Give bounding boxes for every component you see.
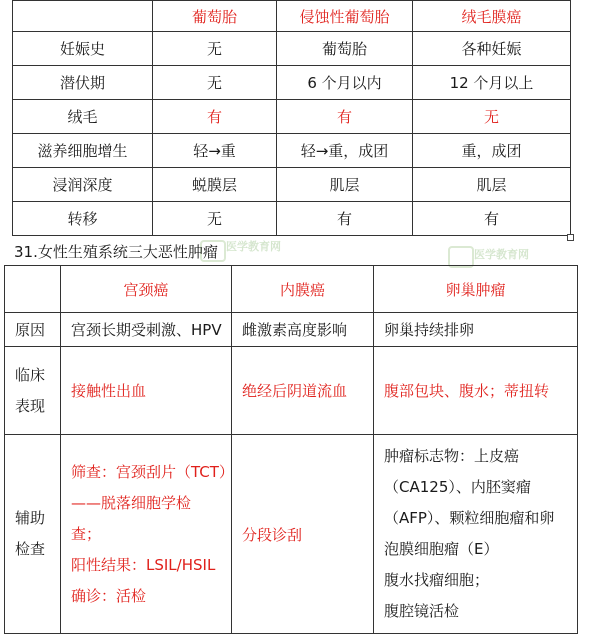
cell-line: 腹水找瘤细胞； <box>384 571 490 589</box>
table-row <box>13 202 571 236</box>
table-cell: 肌层 <box>277 168 413 202</box>
table-row <box>13 66 571 100</box>
cell-line: 查； <box>71 524 102 543</box>
table-cell: 有 <box>413 202 571 236</box>
table-cell: 蜕膜层 <box>153 168 277 202</box>
table-cell: 无 <box>153 66 277 100</box>
row-label: 潜伏期 <box>13 66 153 100</box>
row-label-line: 临床 <box>15 365 46 384</box>
row-label <box>5 347 61 435</box>
malignant-tumors-table <box>4 265 578 634</box>
cell-line: 筛查：宫颈刮片（TCT） <box>71 462 234 481</box>
trophoblastic-comparison-table <box>12 0 571 236</box>
watermark-text: 医学教育网 <box>474 248 529 261</box>
cell-line: 确诊：活检 <box>71 586 147 605</box>
cell-line: ——脱落细胞学检 <box>71 493 192 512</box>
row-label <box>5 435 61 634</box>
cell-line: 肿瘤标志物：上皮癌 <box>384 447 520 465</box>
table-row <box>13 168 571 202</box>
table-row <box>13 134 571 168</box>
table-cell: 无 <box>413 100 571 134</box>
table-row <box>13 100 571 134</box>
table-cell: 轻→重 <box>153 134 277 168</box>
table-cell: 各种妊娠 <box>413 32 571 66</box>
table2-header-cell: 宫颈癌 <box>61 266 232 313</box>
table1-header-cell: 绒毛膜癌 <box>413 1 571 32</box>
row-label-line: 辅助 <box>15 509 46 527</box>
cell-line: （CA125）、内胚窦瘤 <box>384 478 531 496</box>
table-cell: 肌层 <box>413 168 571 202</box>
table-cell: 卵巢持续排卵 <box>374 313 578 347</box>
table-cell: 腹部包块、腹水；蒂扭转 <box>374 347 578 435</box>
table-cell: 雌激素高度影响 <box>232 313 374 347</box>
cell-line: 腹腔镜活检 <box>384 602 460 620</box>
row-label: 转移 <box>13 202 153 236</box>
table-cell <box>61 435 232 634</box>
table-cell: 无 <box>153 202 277 236</box>
cell-line: 阳性结果：LSIL/HSIL <box>71 555 216 574</box>
table-cell: 绝经后阴道流血 <box>232 347 374 435</box>
table-cell: 宫颈长期受刺激、HPV <box>61 313 232 347</box>
row-label: 绒毛 <box>13 100 153 134</box>
table1-header-cell: 葡萄胎 <box>153 1 277 32</box>
table-cell: 接触性出血 <box>61 347 232 435</box>
cell-line: （AFP）、颗粒细胞瘤和卵 <box>384 509 555 527</box>
table-cell: 分段诊刮 <box>232 435 374 634</box>
resize-handle[interactable] <box>567 234 574 241</box>
watermark-text: 医学教育网 <box>226 240 281 253</box>
table-row <box>5 347 578 435</box>
table-cell <box>374 435 578 634</box>
section-title: 31.女性生殖系统三大恶性肿瘤 <box>14 243 218 261</box>
row-label: 原因 <box>5 313 61 347</box>
table-row <box>5 313 578 347</box>
table2-header-row <box>5 266 578 313</box>
table-cell: 重，成团 <box>413 134 571 168</box>
row-label: 妊娠史 <box>13 32 153 66</box>
table-cell: 轻→重，成团 <box>277 134 413 168</box>
table2-header-cell: 卵巢肿瘤 <box>374 266 578 313</box>
table-cell: 有 <box>277 100 413 134</box>
table-row <box>5 435 578 634</box>
table-row <box>13 32 571 66</box>
row-label: 滋养细胞增生 <box>13 134 153 168</box>
table1-header-row <box>13 1 571 32</box>
table-cell: 有 <box>153 100 277 134</box>
table-cell: 无 <box>153 32 277 66</box>
table-cell: 12 个月以上 <box>413 66 571 100</box>
row-label-line: 表现 <box>15 396 46 415</box>
table-cell: 有 <box>277 202 413 236</box>
table-cell: 葡萄胎 <box>277 32 413 66</box>
row-label-line: 检查 <box>15 540 46 558</box>
row-label: 浸润深度 <box>13 168 153 202</box>
table2-header-cell: 内膜癌 <box>232 266 374 313</box>
table1-header-cell: 侵蚀性葡萄胎 <box>277 1 413 32</box>
cell-line: 泡膜细胞瘤（E） <box>384 540 499 558</box>
table-cell: 6 个月以内 <box>277 66 413 100</box>
table2-corner-cell <box>5 266 61 313</box>
table1-corner-cell <box>13 1 153 32</box>
